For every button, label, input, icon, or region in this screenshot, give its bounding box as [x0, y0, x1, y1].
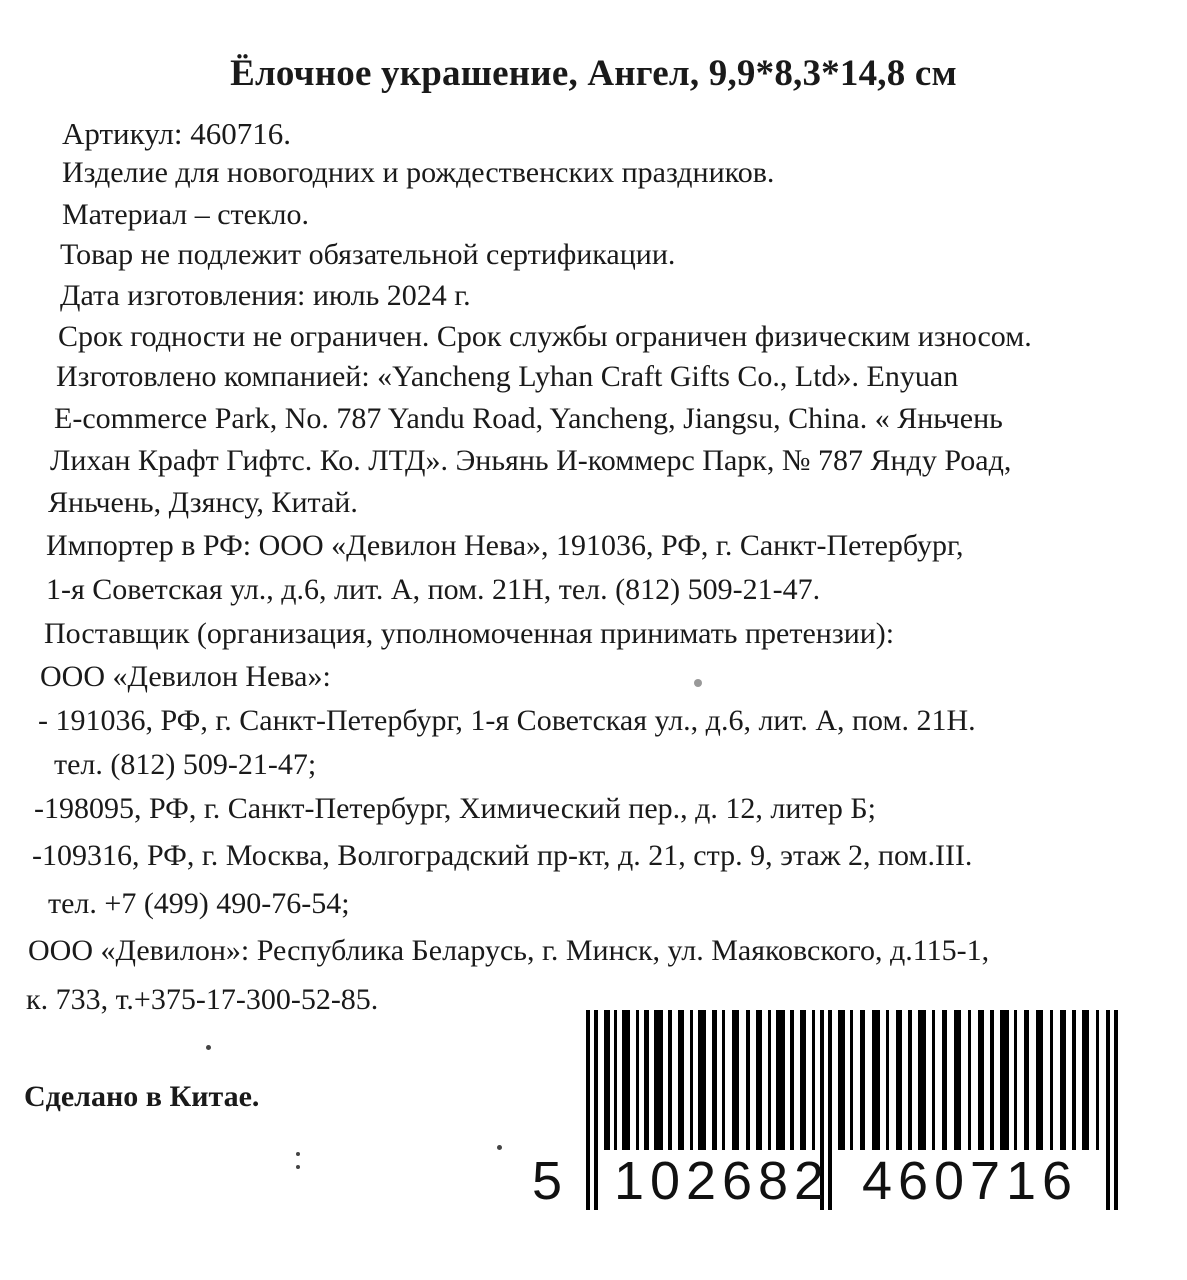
text-line: 1-я Советская ул., д.6, лит. А, пом. 21Н, тел. (812) 509-21-47.: [46, 573, 821, 606]
barcode-bar: [1014, 1010, 1017, 1150]
barcode-bar: [722, 1010, 725, 1150]
barcode-bar: [968, 1010, 971, 1150]
barcode-bar: [1096, 1010, 1099, 1150]
barcode-bar: [978, 1010, 984, 1150]
made-in-label: Сделано в Китае.: [24, 1080, 260, 1113]
text-line: Поставщик (организация, уполномоченная принимать претензии):: [44, 617, 895, 650]
text-line: ООО «Девилон Нева»:: [40, 660, 331, 693]
barcode-bar: [812, 1010, 815, 1150]
barcode-bar: [1114, 1010, 1118, 1210]
barcode-bar: [654, 1010, 663, 1150]
barcode-bar: [690, 1010, 693, 1150]
article-number: Артикул: 460716.: [62, 116, 291, 151]
barcode-bar: [850, 1010, 853, 1150]
text-line: - 191036, РФ, г. Санкт-Петербург, 1-я Советская ул., д.6, лит. А, пом. 21Н.: [38, 704, 976, 737]
barcode-bar: [746, 1010, 750, 1150]
barcode-digit: 7: [970, 1151, 1001, 1211]
product-title: Ёлочное украшение, Ангел, 9,9*8,3*14,8 см: [230, 53, 957, 94]
print-speck: [694, 679, 702, 687]
barcode-bar: [776, 1010, 785, 1150]
print-speck: [206, 1045, 211, 1050]
barcode-bar: [644, 1010, 649, 1150]
barcode-bar: [1036, 1010, 1043, 1150]
barcode-bar: [990, 1010, 994, 1150]
barcode-digit: 2: [794, 1151, 825, 1211]
barcode-bar: [828, 1010, 832, 1210]
text-line: Лихан Крафт Гифтс. Ко. ЛТД». Эньянь И-коммерс Парк, № 787 Янду Роад,: [50, 444, 1012, 477]
barcode-bar: [678, 1010, 684, 1150]
text-line: Изготовлено компанией: «Yancheng Lyhan Craft Gifts Co., Ltd». Enyuan: [56, 360, 959, 393]
barcode-bar: [732, 1010, 739, 1150]
barcode-digit: 5: [532, 1151, 563, 1211]
barcode-digit: 0: [650, 1151, 681, 1211]
barcode-bar: [886, 1010, 889, 1150]
barcode-bar: [1000, 1010, 1009, 1150]
text-line: Изделие для новогодних и рождественских праздников.: [62, 156, 775, 189]
barcode-bar: [622, 1010, 630, 1150]
barcode-digit: 1: [614, 1151, 645, 1211]
barcode-bar: [668, 1010, 672, 1150]
barcode-bar: [918, 1010, 926, 1150]
barcode-bar: [860, 1010, 865, 1150]
print-speck: [296, 1165, 300, 1169]
barcode-bar: [1024, 1010, 1029, 1150]
barcode-bar: [932, 1010, 935, 1150]
print-speck: [497, 1145, 502, 1150]
barcode-digit: 6: [722, 1151, 753, 1211]
text-line: Импортер в РФ: ООО «Девилон Нева», 191036, РФ, г. Санкт-Петербург,: [46, 529, 964, 562]
text-line: к. 733, т.+375-17-300-52-85.: [26, 983, 379, 1016]
barcode-bar: [1060, 1010, 1066, 1150]
barcode-bar: [872, 1010, 880, 1150]
text-line: тел. +7 (499) 490-76-54;: [48, 887, 350, 920]
text-line: тел. (812) 509-21-47;: [54, 748, 317, 781]
barcode-digit: 0: [934, 1151, 965, 1211]
barcode-bar: [1072, 1010, 1076, 1150]
text-line: Яньчень, Дзянсу, Китай.: [48, 486, 358, 519]
barcode-bar: [942, 1010, 947, 1150]
barcode-bar: [896, 1010, 902, 1150]
barcode-bar: [604, 1010, 610, 1150]
barcode-digit: 6: [898, 1151, 929, 1211]
barcode-bar: [1050, 1010, 1053, 1150]
barcode-digit: 6: [1042, 1151, 1073, 1211]
text-line: Дата изготовления: июль 2024 г.: [60, 279, 471, 312]
barcode-bar: [614, 1010, 617, 1150]
barcode-bar: [800, 1010, 806, 1150]
barcode-digit: 1: [1006, 1151, 1037, 1211]
barcode-bar: [790, 1010, 794, 1150]
barcode-bar: [1082, 1010, 1089, 1150]
print-speck: [296, 1152, 300, 1156]
barcode-bar: [712, 1010, 717, 1150]
text-line: Товар не подлежит обязательной сертификации.: [60, 238, 676, 271]
barcode-bar: [698, 1010, 706, 1150]
text-line: Срок годности не ограничен. Срок службы ограничен физическим износом.: [58, 320, 1032, 353]
barcode-bar: [636, 1010, 639, 1150]
barcode-bar: [768, 1010, 771, 1150]
barcode-digit: 2: [686, 1151, 717, 1211]
text-line: -198095, РФ, г. Санкт-Петербург, Химический пер., д. 12, литер Б;: [34, 792, 876, 825]
barcode-bar: [908, 1010, 912, 1150]
text-line: E-commerce Park, No. 787 Yandu Road, Yancheng, Jiangsu, China. « Яньчень: [54, 402, 1003, 435]
barcode-digit: 4: [862, 1151, 893, 1211]
barcode-bar: [756, 1010, 762, 1150]
text-line: ООО «Девилон»: Республика Беларусь, г. Минск, ул. Маяковского, д.115-1,: [28, 934, 990, 967]
barcode-bar: [1106, 1010, 1110, 1210]
barcode-bar: [586, 1010, 590, 1210]
text-line: Материал – стекло.: [62, 198, 310, 231]
barcode-digit: 8: [758, 1151, 789, 1211]
barcode-bar: [594, 1010, 598, 1210]
barcode-bar: [954, 1010, 961, 1150]
barcode-bar: [838, 1010, 845, 1150]
text-line: -109316, РФ, г. Москва, Волгоградский пр-кт, д. 21, стр. 9, этаж 2, пом.III.: [32, 839, 973, 872]
